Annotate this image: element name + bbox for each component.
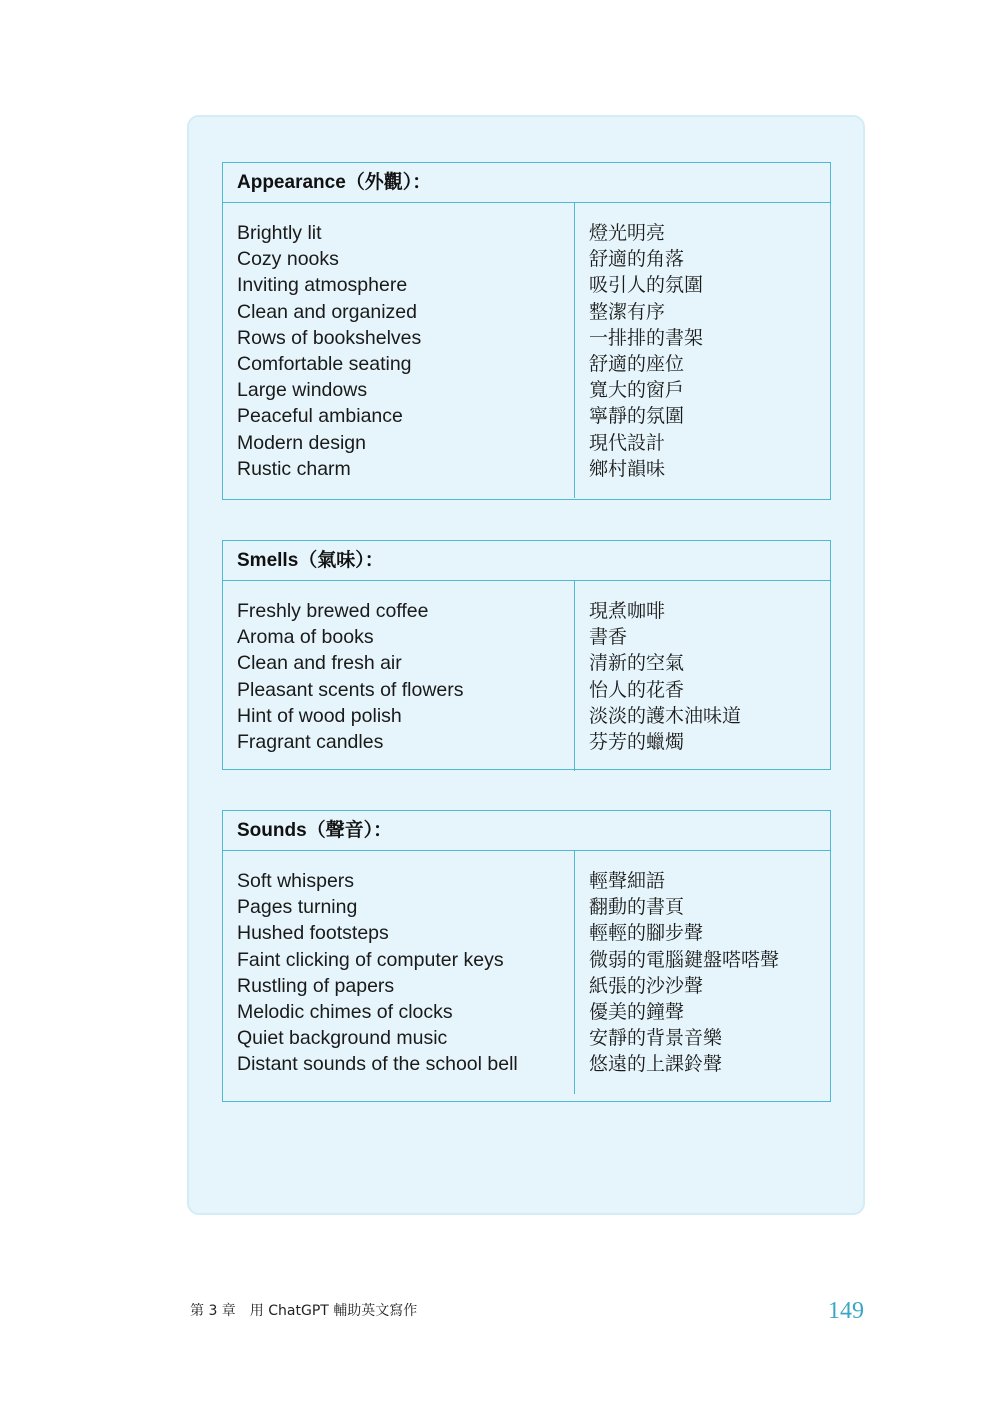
list-item: Freshly brewed coffee (237, 600, 429, 622)
list-item: Soft whispers (237, 870, 355, 892)
list-item: 現煮咖啡 (589, 600, 666, 622)
list-item: Clean and organized (237, 300, 417, 323)
sounds-english-column (223, 851, 575, 1094)
sounds-heading: Sounds（聲音）： (223, 811, 830, 851)
appearance-heading: Appearance（外觀）： (223, 163, 830, 203)
smells-english-column (223, 581, 575, 771)
list-item: 悠遠的上課鈴聲 (589, 1053, 723, 1076)
list-item: 翻動的書頁 (589, 896, 685, 919)
appearance-table (222, 162, 831, 500)
list-item: Large windows (237, 379, 368, 402)
list-item: Clean and fresh air (237, 652, 402, 675)
list-item: Rustic charm (237, 457, 351, 480)
list-item: 寬大的窗戶 (589, 379, 685, 402)
list-item: 一排排的書架 (589, 326, 704, 349)
sounds-chinese-column (575, 851, 830, 1094)
list-item: 淡淡的護木油味道 (589, 704, 742, 727)
list-item: 芬芳的蠟燭 (589, 730, 685, 753)
list-item: Quiet background music (237, 1027, 448, 1050)
list-item: 寧靜的氛圍 (589, 405, 685, 428)
list-item: 現代設計 (589, 431, 666, 454)
sounds-table (222, 810, 831, 1102)
list-item: Inviting atmosphere (237, 274, 408, 297)
list-item: 舒適的座位 (589, 352, 685, 375)
list-item: Cozy nooks (237, 248, 339, 271)
list-item: 整潔有序 (589, 300, 666, 323)
list-item: Fragrant candles (237, 730, 384, 753)
list-item: 輕輕的腳步聲 (589, 922, 704, 945)
list-item: 微弱的電腦鍵盤嗒嗒聲 (589, 948, 780, 971)
list-item: Modern design (237, 431, 366, 454)
list-item: 鄉村韻味 (589, 457, 666, 480)
smells-table (222, 540, 831, 770)
list-item: 紙張的沙沙聲 (589, 974, 704, 997)
list-item: Hint of wood polish (237, 704, 402, 727)
smells-chinese-column (575, 581, 830, 771)
list-item: 舒適的角落 (589, 248, 685, 271)
list-item: Pages turning (237, 896, 358, 919)
appearance-chinese-column (575, 203, 830, 498)
list-item: Melodic chimes of clocks (237, 1000, 453, 1023)
list-item: Comfortable seating (237, 352, 412, 375)
list-item: 書香 (589, 626, 628, 649)
list-item: Peaceful ambiance (237, 405, 403, 428)
list-item: Pleasant scents of flowers (237, 678, 464, 701)
chapter-footer: 第 3 章 用 ChatGPT 輔助英文寫作 (190, 1303, 418, 1319)
list-item: Distant sounds of the school bell (237, 1053, 518, 1076)
smells-heading: Smells（氣味）： (223, 541, 830, 581)
list-item: Aroma of books (237, 626, 374, 649)
list-item: 清新的空氣 (589, 652, 685, 675)
appearance-english-column (223, 203, 575, 498)
list-item: 優美的鐘聲 (589, 1000, 685, 1023)
list-item: Rows of bookshelves (237, 326, 422, 349)
list-item: Rustling of papers (237, 974, 395, 997)
list-item: Faint clicking of computer keys (237, 948, 504, 971)
page-number: 149 (828, 1298, 864, 1324)
list-item: Brightly lit (237, 222, 322, 244)
list-item: 吸引人的氛圍 (589, 274, 704, 297)
list-item: 燈光明亮 (589, 222, 666, 244)
list-item: 怡人的花香 (589, 678, 685, 701)
list-item: 安靜的背景音樂 (589, 1027, 723, 1050)
list-item: 輕聲細語 (589, 870, 666, 892)
list-item: Hushed footsteps (237, 922, 389, 945)
